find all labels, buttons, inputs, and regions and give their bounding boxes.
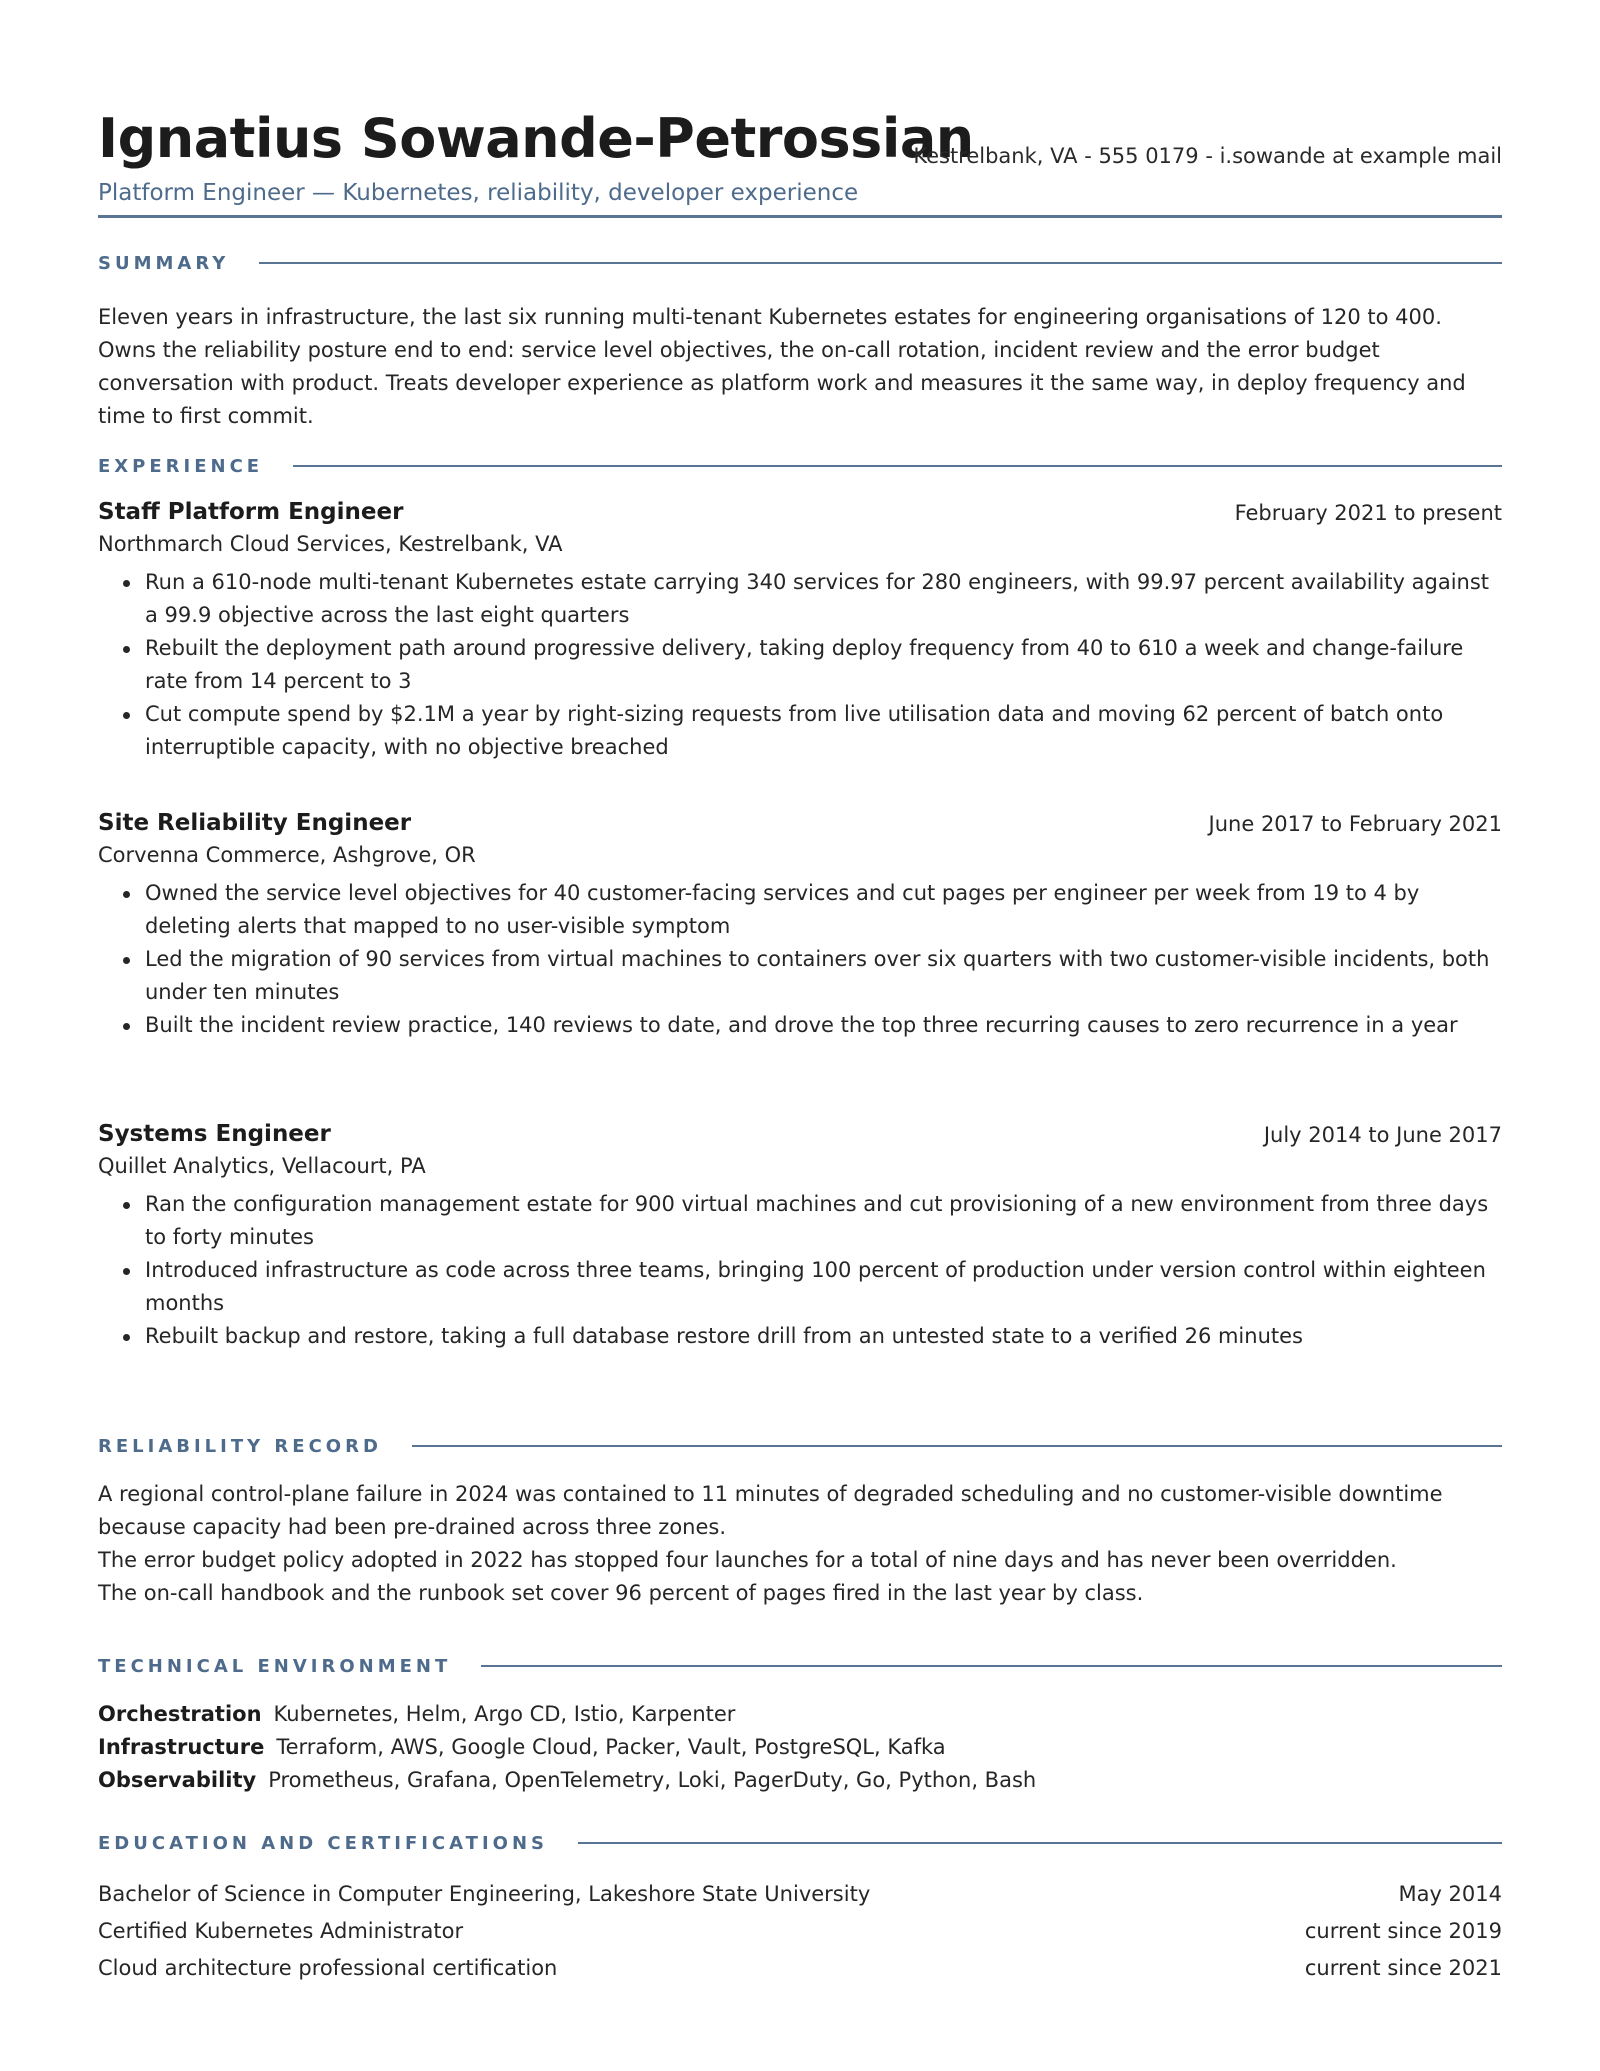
education-name: Certified Kubernetes Administrator bbox=[98, 1919, 464, 1943]
bullet-item bbox=[98, 1009, 1502, 1042]
education-row bbox=[98, 1876, 1502, 1913]
bullet-dot bbox=[123, 1023, 130, 1030]
bullet-text: Led the migration of 90 services from virtual machines to containers over six quarters with two customer-visible incidents, both under ten minutes bbox=[145, 947, 1490, 1004]
skill-value: Prometheus, Grafana, OpenTelemetry, Loki, PagerDuty, Go, Python, Bash bbox=[268, 1768, 1037, 1792]
bullet-dot bbox=[123, 1202, 130, 1209]
section-title: TECHNICAL ENVIRONMENT bbox=[98, 1655, 452, 1677]
section-divider bbox=[412, 1445, 1502, 1447]
bullet-text: Rebuilt the deployment path around progressive delivery, taking deploy frequency from 40 to 610 a week and change-failure rate from 14 percent to 3 bbox=[145, 636, 1464, 693]
job-header bbox=[98, 495, 1502, 529]
bullet-dot bbox=[123, 580, 130, 587]
section-divider bbox=[481, 1665, 1502, 1667]
section-title: EXPERIENCE bbox=[98, 455, 264, 477]
bullet-item bbox=[98, 632, 1502, 698]
job-bullets bbox=[98, 566, 1502, 764]
job-entry bbox=[98, 806, 1502, 1042]
job-title: Staff Platform Engineer bbox=[98, 499, 404, 525]
section-heading bbox=[98, 1653, 1502, 1679]
skill-value: Terraform, AWS, Google Cloud, Packer, Vault, PostgreSQL, Kafka bbox=[276, 1735, 946, 1759]
bullet-text: Cut compute spend by $2.1M a year by right-sizing requests from live utilisation data and moving 62 percent of batch onto interruptible capacity, with no objective breached bbox=[145, 702, 1444, 759]
section-heading bbox=[98, 1830, 1502, 1856]
bullet-dot bbox=[123, 646, 130, 653]
skill-row bbox=[98, 1731, 1502, 1764]
education-name: Cloud architecture professional certification bbox=[98, 1956, 558, 1980]
skill-label: Observability bbox=[98, 1768, 257, 1792]
reliability-line: The on-call handbook and the runbook set cover 96 percent of pages fired in the last year by class. bbox=[98, 1581, 1144, 1605]
experience-section bbox=[98, 453, 1502, 479]
technical-section bbox=[98, 1653, 1502, 1797]
bullet-item bbox=[98, 566, 1502, 632]
skill-row bbox=[98, 1764, 1502, 1797]
skill-value: Kubernetes, Helm, Argo CD, Istio, Karpenter bbox=[273, 1702, 736, 1726]
contact-line: Kestrelbank, VA - 555 0179 - i.sowande at example mail bbox=[913, 144, 1502, 168]
section-divider bbox=[578, 1842, 1502, 1844]
section-title: EDUCATION AND CERTIFICATIONS bbox=[98, 1832, 548, 1854]
skill-row bbox=[98, 1698, 1502, 1731]
section-heading bbox=[98, 250, 1502, 276]
bullet-item bbox=[98, 1254, 1502, 1320]
bullet-dot bbox=[123, 1268, 130, 1275]
job-dates: July 2014 to June 2017 bbox=[1263, 1123, 1502, 1147]
job-bullets bbox=[98, 877, 1502, 1042]
reliability-line: The error budget policy adopted in 2022 has stopped four launches for a total of nine days and has never been overridden. bbox=[98, 1548, 1397, 1572]
headline: Platform Engineer — Kubernetes, reliability, developer experience bbox=[98, 180, 859, 206]
job-entry bbox=[98, 495, 1502, 764]
job-title: Site Reliability Engineer bbox=[98, 810, 412, 836]
reliability-text bbox=[98, 1478, 1502, 1610]
section-divider bbox=[293, 465, 1502, 467]
bullet-text: Rebuilt backup and restore, taking a full database restore drill from an untested state to a verified 26 minutes bbox=[145, 1324, 1303, 1348]
bullet-text: Introduced infrastructure as code across three teams, bringing 100 percent of production under version control within eighteen months bbox=[145, 1258, 1486, 1315]
bullet-text: Owned the service level objectives for 40 customer-facing services and cut pages per engineer per week from 19 to 4 by deleting alerts that mapped to no user-visible symptom bbox=[145, 881, 1420, 938]
resume-header bbox=[98, 104, 1502, 174]
education-name: Bachelor of Science in Computer Engineering, Lakeshore State University bbox=[98, 1882, 871, 1906]
bullet-text: Built the incident review practice, 140 reviews to date, and drove the top three recurring causes to zero recurrence in a year bbox=[145, 1013, 1458, 1037]
job-organisation: Northmarch Cloud Services, Kestrelbank, VA bbox=[98, 532, 563, 556]
skill-label: Infrastructure bbox=[98, 1735, 265, 1759]
job-dates: June 2017 to February 2021 bbox=[1208, 812, 1502, 836]
education-section bbox=[98, 1830, 1502, 1987]
skill-label: Orchestration bbox=[98, 1702, 262, 1726]
education-list bbox=[98, 1876, 1502, 1987]
education-date: current since 2019 bbox=[1304, 1919, 1502, 1943]
bullet-dot bbox=[123, 1334, 130, 1341]
job-entry bbox=[98, 1117, 1502, 1353]
job-dates: February 2021 to present bbox=[1234, 501, 1502, 525]
summary-section bbox=[98, 250, 1502, 433]
education-date: May 2014 bbox=[1398, 1882, 1502, 1906]
job-organisation: Quillet Analytics, Vellacourt, PA bbox=[98, 1154, 426, 1178]
section-heading bbox=[98, 453, 1502, 479]
job-organisation: Corvenna Commerce, Ashgrove, OR bbox=[98, 843, 476, 867]
bullet-item bbox=[98, 1320, 1502, 1353]
bullet-dot bbox=[123, 891, 130, 898]
candidate-name: Ignatius Sowande-Petrossian bbox=[98, 107, 974, 170]
bullet-dot bbox=[123, 712, 130, 719]
bullet-dot bbox=[123, 957, 130, 964]
section-divider bbox=[259, 262, 1502, 264]
reliability-line: A regional control-plane failure in 2024 was contained to 11 minutes of degraded scheduling and no customer-visible downtime because capacity had been pre-drained across three zones. bbox=[98, 1482, 1443, 1539]
header-divider bbox=[98, 215, 1502, 218]
bullet-item bbox=[98, 943, 1502, 1009]
education-row bbox=[98, 1950, 1502, 1987]
job-title: Systems Engineer bbox=[98, 1121, 331, 1147]
job-header bbox=[98, 806, 1502, 840]
education-row bbox=[98, 1913, 1502, 1950]
section-heading bbox=[98, 1433, 1502, 1459]
reliability-section bbox=[98, 1433, 1502, 1610]
bullet-item bbox=[98, 698, 1502, 764]
summary-text: Eleven years in infrastructure, the last six running multi-tenant Kubernetes estates for engineering organisations of 120 to 400. Owns the reliability posture end to end: service level objectives, the on-call rotation, incident review and the error budget conversation with product. Treats developer experience as platform work and measures it the same way, in deploy frequency and time to first commit. bbox=[98, 305, 1466, 428]
bullet-item bbox=[98, 1188, 1502, 1254]
bullet-item bbox=[98, 877, 1502, 943]
job-bullets bbox=[98, 1188, 1502, 1353]
skills-list bbox=[98, 1698, 1502, 1797]
job-header bbox=[98, 1117, 1502, 1151]
bullet-text: Run a 610-node multi-tenant Kubernetes estate carrying 340 services for 280 engineers, with 99.97 percent availability against a 99.9 objective across the last eight quarters bbox=[145, 570, 1490, 627]
bullet-text: Ran the configuration management estate for 900 virtual machines and cut provisioning of a new environment from three days to forty minutes bbox=[145, 1192, 1489, 1249]
education-date: current since 2021 bbox=[1304, 1956, 1502, 1980]
section-title: SUMMARY bbox=[98, 252, 230, 274]
section-title: RELIABILITY RECORD bbox=[98, 1435, 382, 1457]
